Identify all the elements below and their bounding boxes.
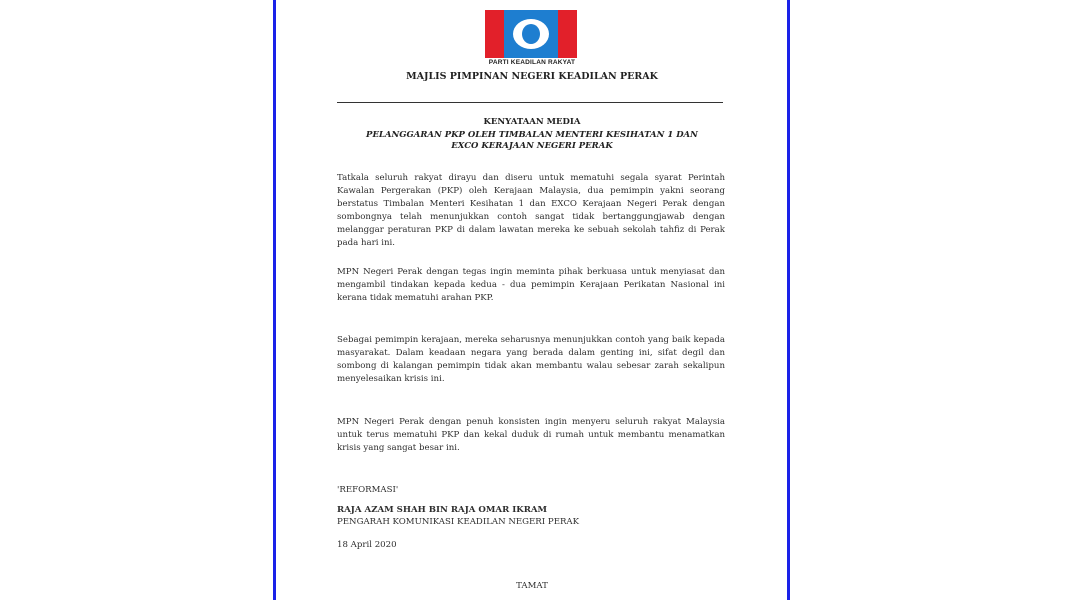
letterhead-org: MAJLIS PIMPINAN NEGERI KEADILAN PERAK [406, 71, 658, 82]
paragraph-2: MPN Negeri Perak dengan tegas ingin meminta pihak berkuasa untuk menyiasat dan mengambil tindakan kepada kedua - dua pemimpin Kerajaan Perikatan Nasional ini kerana tidak mematuhi arahan PKP. [337, 267, 725, 303]
subject-line-2: EXCO KERAJAAN NEGERI PERAK [451, 141, 613, 151]
signatory-name: RAJA AZAM SHAH BIN RAJA OMAR IKRAM [337, 505, 548, 515]
signatory-title: PENGARAH KOMUNIKASI KEADILAN NEGERI PERAK [337, 517, 580, 527]
logo-caption: PARTI KEADILAN RAKYAT [488, 59, 576, 66]
end-marker: TAMAT [516, 581, 548, 591]
motto: 'REFORMASI' [337, 485, 399, 495]
paragraph-1: Tatkala seluruh rakyat dirayu dan diseru untuk mematuhi segala syarat Perintah Kawalan Pergerakan (PKP) oleh Kerajaan Malaysia, dua pemimpin yakni seorang berstatus Timbalan Menteri Kesihatan 1 dan EXCO Kerajaan Negeri Perak dengan sombongnya telah menunjukkan contoh sangat tidak bertanggungjawab dengan melanggar peraturan PKP di dalam lawatan mereka ke sebuah sekolah tahfiz di Perak pada hari ini. [337, 173, 725, 248]
subject-line-1: PELANGGARAN PKP OLEH TIMBALAN MENTERI KESIHATAN 1 DAN [366, 130, 698, 140]
statement-date: 18 April 2020 [337, 540, 397, 550]
paragraph-3: Sebagai pemimpin kerajaan, mereka seharusnya menunjukkan contoh yang baik kepada masyarakat. Dalam keadaan negara yang berada dalam genting ini, sifat degil dan sombong di kalangan pemimpin tidak akan membantu walau sebesar zarah sekalipun menyelesaikan krisis ini. [337, 335, 725, 384]
header-divider [337, 102, 723, 103]
statement-type: KENYATAAN MEDIA [483, 117, 581, 127]
paragraph-4: MPN Negeri Perak dengan penuh konsisten ingin menyeru seluruh rakyat Malaysia untuk terus mematuhi PKP dan kekal duduk di rumah untuk membantu menamatkan krisis yang sangat besar ini. [337, 417, 725, 453]
press-statement-document [337, 0, 727, 600]
party-logo-icon [485, 10, 577, 58]
